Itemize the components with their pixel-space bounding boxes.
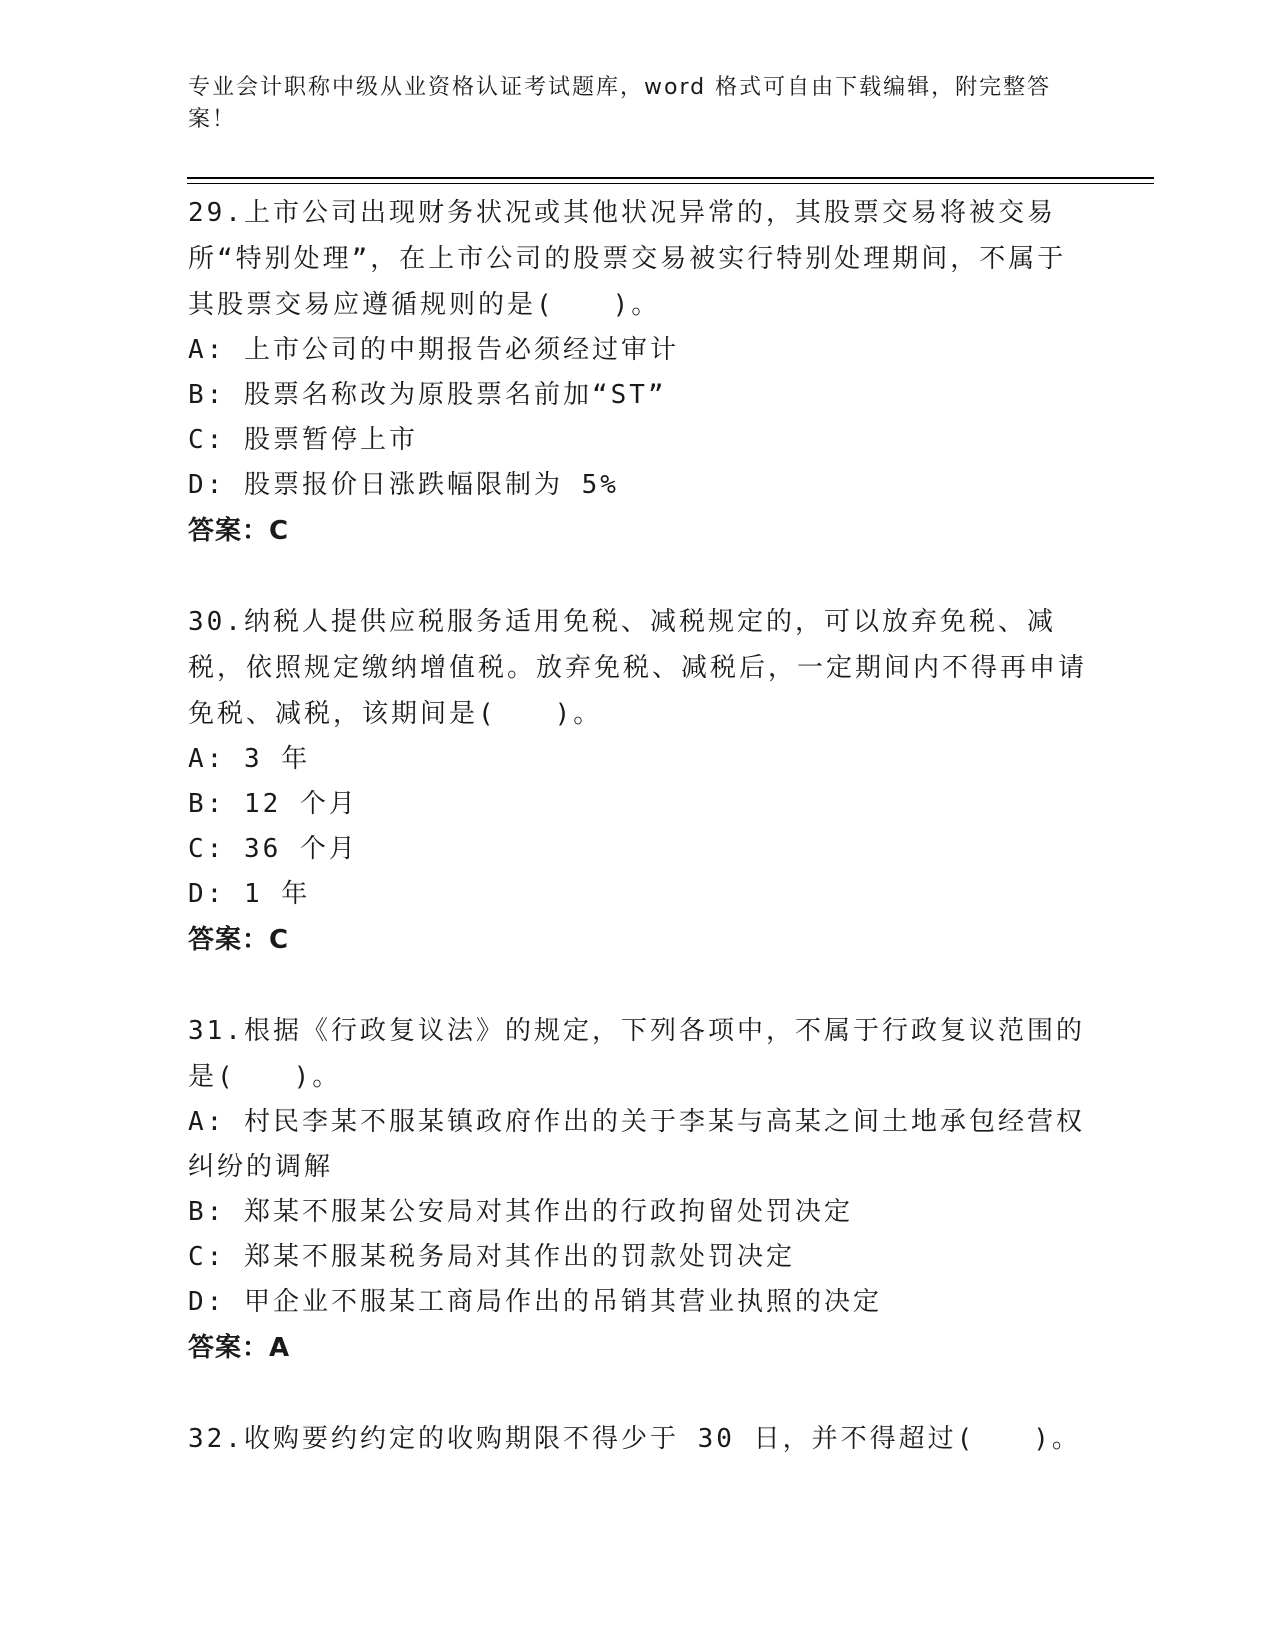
header-rule-thick bbox=[187, 177, 1154, 179]
answer-label: 答案：C bbox=[188, 925, 290, 955]
question-stem: 32.收购要约约定的收购期限不得少于 30 日，并不得超过( )。 bbox=[188, 1424, 1081, 1454]
option-b: B: 股票名称改为原股票名前加“ST” bbox=[188, 380, 667, 410]
option-d: D: 甲企业不服某工商局作出的吊销其营业执照的决定 bbox=[188, 1287, 882, 1317]
question-32 bbox=[188, 1416, 1088, 1462]
option-d: D: 股票报价日涨跌幅限制为 5% bbox=[188, 470, 619, 500]
question-stem: 31.根据《行政复议法》的规定，下列各项中，不属于行政复议范围的是( )。 bbox=[188, 1016, 1085, 1092]
option-b: B: 12 个月 bbox=[188, 789, 358, 819]
header-rule-thin bbox=[187, 183, 1154, 184]
question-30 bbox=[188, 599, 1088, 963]
answer-label: 答案：C bbox=[188, 516, 290, 546]
option-a: A: 3 年 bbox=[188, 744, 311, 774]
question-29 bbox=[188, 190, 1088, 554]
question-list bbox=[188, 190, 1088, 1507]
question-31 bbox=[188, 1008, 1088, 1371]
option-a: A: 上市公司的中期报告必须经过审计 bbox=[188, 335, 679, 365]
question-stem: 30.纳税人提供应税服务适用免税、减税规定的，可以放弃免税、减税，依照规定缴纳增值税。放弃免税、减税后，一定期间内不得再申请免税、减税，该期间是( )。 bbox=[188, 607, 1088, 729]
document-header: 专业会计职称中级从业资格认证考试题库，word 格式可自由下载编辑，附完整答案！ bbox=[188, 75, 1052, 132]
option-c: C: 郑某不服某税务局对其作出的罚款处罚决定 bbox=[188, 1242, 795, 1272]
option-d: D: 1 年 bbox=[188, 879, 311, 909]
option-a: A: 村民李某不服某镇政府作出的关于李某与高某之间土地承包经营权纠纷的调解 bbox=[188, 1107, 1085, 1182]
question-stem: 29.上市公司出现财务状况或其他状况异常的，其股票交易将被交易所“特别处理”，在上市公司的股票交易被实行特别处理期间，不属于其股票交易应遵循规则的是( )。 bbox=[188, 198, 1067, 320]
answer-label: 答案：A bbox=[188, 1333, 291, 1363]
option-c: C: 股票暂停上市 bbox=[188, 425, 418, 455]
option-c: C: 36 个月 bbox=[188, 834, 358, 864]
option-b: B: 郑某不服某公安局对其作出的行政拘留处罚决定 bbox=[188, 1197, 853, 1227]
